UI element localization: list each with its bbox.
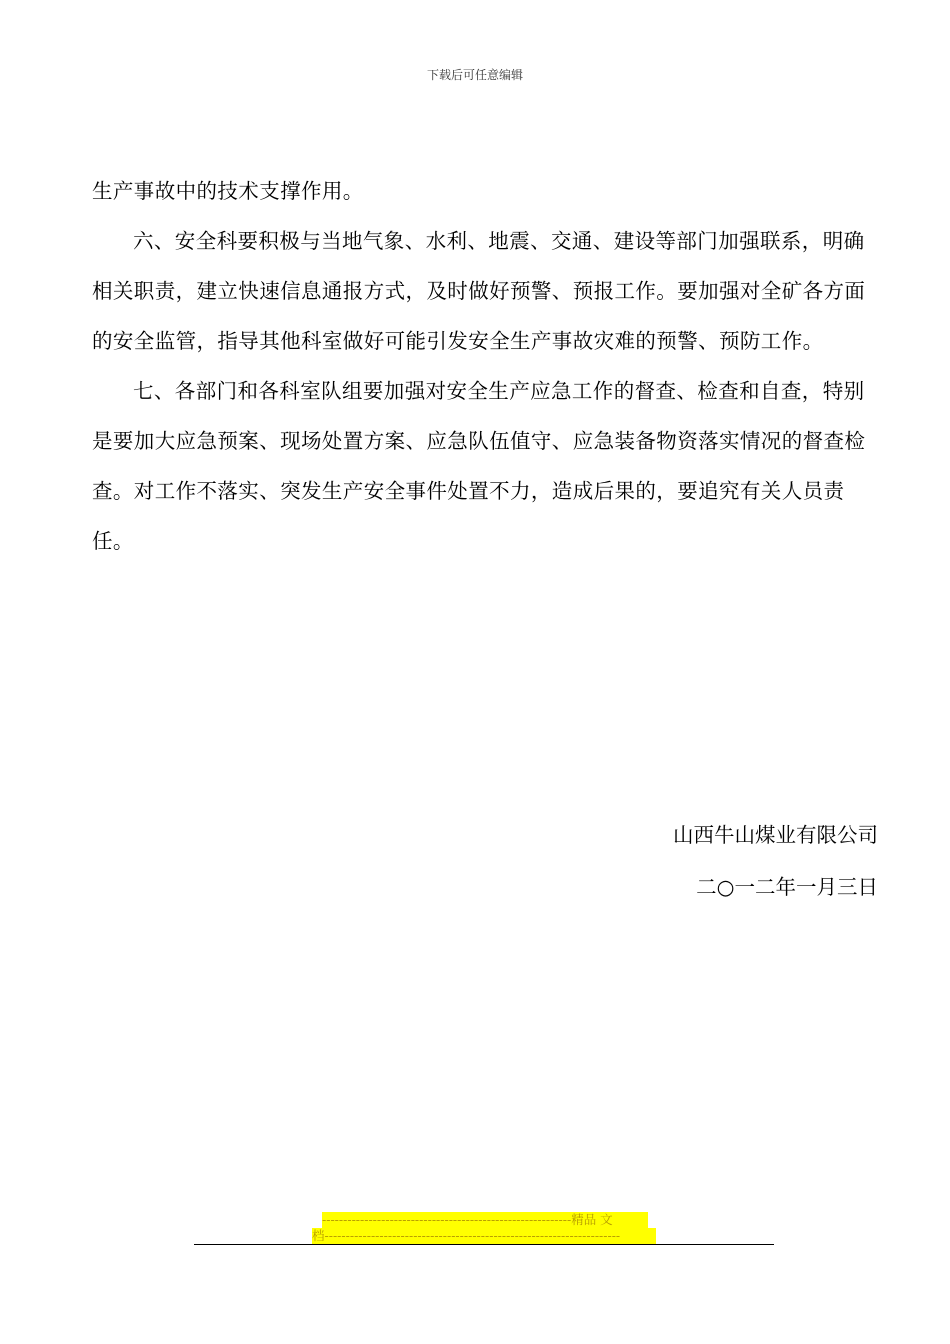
footer-line-1: -----------------------------------------------------------精品 文 [322, 1212, 648, 1228]
footer-divider [194, 1244, 774, 1245]
footer-line-2: 档---------------------------------------------------------------------- [312, 1228, 656, 1244]
paragraph-continuation: 生产事故中的技术支撑作用。 [92, 179, 364, 203]
signature-date: 二○一二年一月三日 [696, 875, 878, 899]
footer-watermark [312, 1212, 658, 1244]
paragraph-seven: 七、各部门和各科室队组要加强对安全生产应急工作的督查、检查和自查，特别是要加大应急预案、现场处置方案、应急队伍值守、应急装备物资落实情况的督查检查。对工作不落实、突发生产安全事件处置不力，造成后果的，要追究有关人员责任。 [92, 379, 866, 553]
signature-organization: 山西牛山煤业有限公司 [673, 823, 878, 847]
document-body [92, 166, 882, 566]
paragraph-six: 六、安全科要积极与当地气象、水利、地震、交通、建设等部门加强联系，明确相关职责，建立快速信息通报方式，及时做好预警、预报工作。要加强对全矿各方面的安全监管，指导其他科室做好可能引发安全生产事故灾难的预警、预防工作。 [92, 229, 866, 353]
page-header: 下载后可任意编辑 [426, 68, 523, 82]
